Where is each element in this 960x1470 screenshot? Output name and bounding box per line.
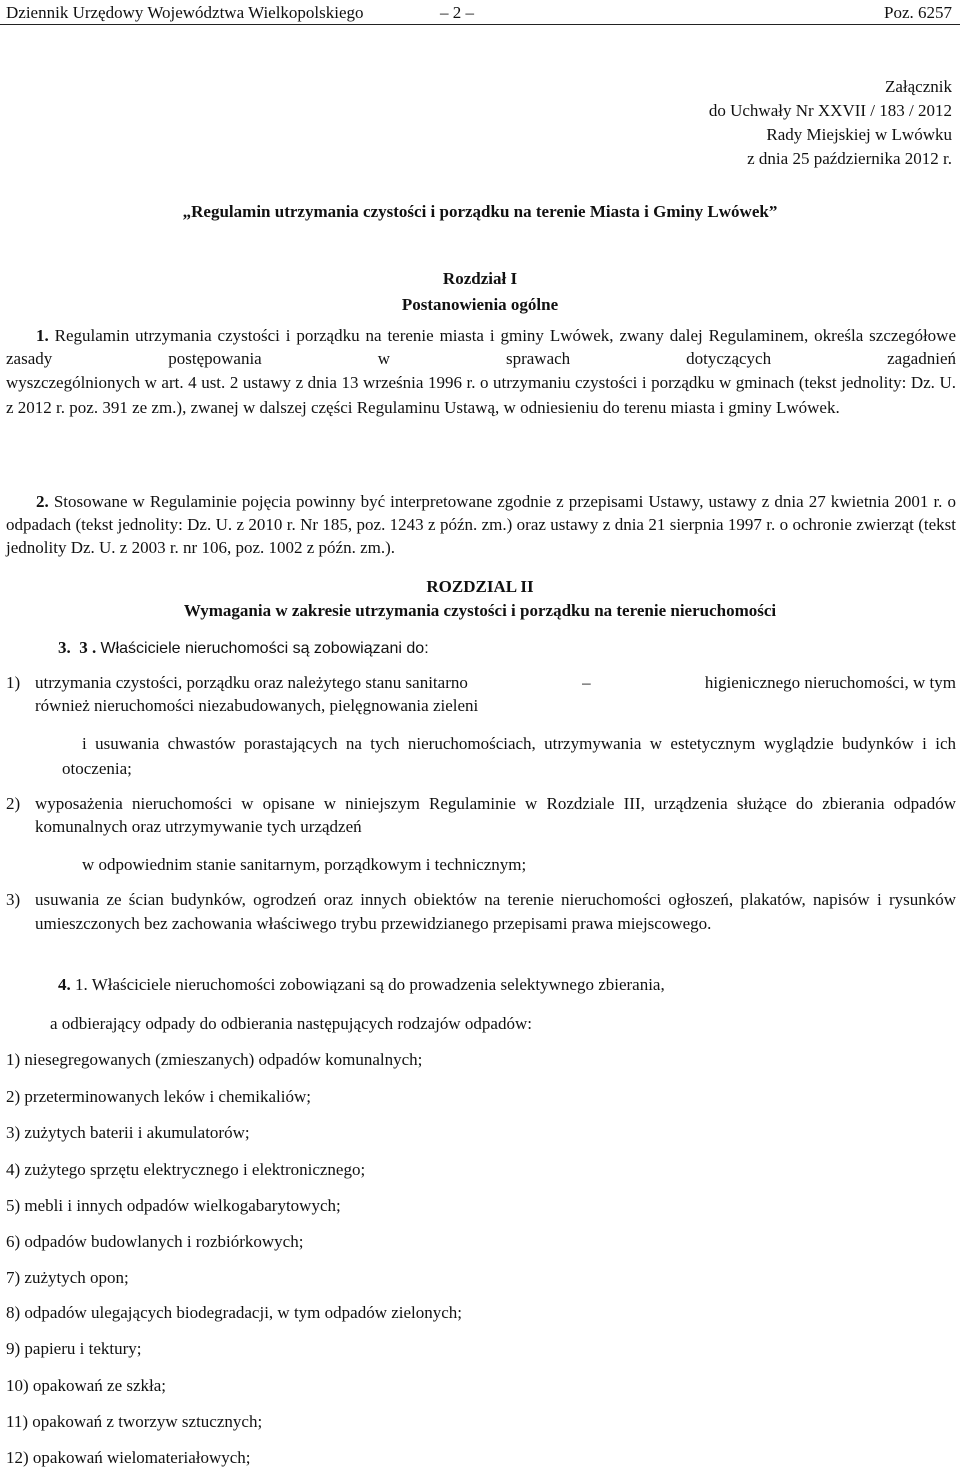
item-number: 1) bbox=[6, 673, 21, 692]
item-number: 2) bbox=[6, 794, 21, 813]
waste-list-item: 10) opakowań ze szkła; bbox=[6, 1376, 167, 1395]
paragraph-3-mark-2: 3 . bbox=[79, 638, 97, 657]
paragraph-4-lead bbox=[58, 973, 665, 996]
chapter1-label: Rozdział I bbox=[442, 269, 518, 288]
annex-date: z dnia 25 października 2012 r. bbox=[747, 149, 952, 168]
waste-list-item: 12) opakowań wielomateriałowych; bbox=[6, 1448, 251, 1467]
paragraph-3-item-2 bbox=[6, 792, 956, 838]
item-3-text: usuwania ze ścian budynków, ogrodzeń oraz innych obiektów na terenie nieruchomości ogłoszeń, plakatów, napisów i rysunków umieszczonych bez zachowania właściwego trybu przewidzianego przepisami prawa miejscowego. bbox=[35, 890, 956, 933]
item-1-text-a: utrzymania czystości, porządku oraz należytego stanu sanitarno bbox=[35, 673, 468, 692]
annex-block bbox=[709, 75, 952, 171]
waste-list-item: 6) odpadów budowlanych i rozbiórkowych; bbox=[6, 1232, 304, 1251]
waste-list-item: 5) mebli i innych odpadów wielkogabarytowych; bbox=[6, 1196, 341, 1215]
waste-list-item: 8) odpadów ulegających biodegradacji, w tym odpadów zielonych; bbox=[6, 1303, 463, 1322]
paragraph-1-mark: 1. bbox=[36, 326, 49, 345]
waste-list-item: 4) zużytego sprzętu elektrycznego i elektronicznego; bbox=[6, 1160, 366, 1179]
position-number: Poz. 6257 bbox=[884, 3, 952, 22]
annex-council: Rady Miejskiej w Lwówku bbox=[766, 125, 952, 144]
paragraph-4-mark: 4. bbox=[58, 975, 71, 994]
paragraph-4-continuation: a odbierający odpady do odbierania następujących rodzajów odpadów: bbox=[50, 1014, 532, 1033]
paragraph-3-item-2-continuation: w odpowiednim stanie sanitarnym, porządkowym i technicznym; bbox=[82, 855, 527, 874]
item-1-first-line bbox=[35, 671, 956, 694]
paragraph-3-item-1 bbox=[6, 671, 956, 717]
waste-list-item: 9) papieru i tektury; bbox=[6, 1339, 142, 1358]
paragraph-1 bbox=[6, 324, 956, 420]
paragraph-1-text-b: wyszczególnionych w art. 4 ust. 2 ustawy z dnia 13 września 1996 r. o utrzymaniu czystości i porządku w gminach (tekst jednolity: Dz. U. z 2012 r. poz. 391 ze zm.), zwanej w dalszej części Regulaminu Ustawą, w odniesieniu do terenu miasta i gminy Lwówek. bbox=[6, 373, 956, 417]
item-1-line-2: również nieruchomości niezabudowanych, pielęgnowania zieleni bbox=[35, 696, 479, 715]
journal-name: Dziennik Urzędowy Województwa Wielkopolskiego bbox=[6, 3, 364, 22]
paragraph-3-intro-line bbox=[58, 636, 429, 660]
paragraph-2-mark: 2. bbox=[36, 492, 49, 511]
paragraph-1-lead bbox=[6, 324, 956, 370]
item-number: 3) bbox=[6, 890, 21, 909]
chapter2-label: ROZDZIAL II bbox=[426, 577, 534, 596]
chapter1-name: Postanowienia ogólne bbox=[401, 295, 559, 314]
waste-list-item: 2) przeterminowanych leków i chemikaliów; bbox=[6, 1087, 311, 1106]
item-2-text: wyposażenia nieruchomości w opisane w niniejszym Regulaminie w Rozdziale III, urządzenia służące do zbierania odpadów komunalnych oraz utrzymywanie tych urządzeń bbox=[35, 794, 956, 836]
paragraph-3-item-1-continuation: i usuwania chwastów porastających na tych nieruchomościach, utrzymywania w estetycznym wyglądzie budynków i ich otoczenia; bbox=[62, 734, 956, 778]
item-1-text-b: higienicznego nieruchomości, w tym bbox=[704, 673, 956, 692]
paragraph-2 bbox=[6, 490, 956, 559]
paragraph-3-intro: Właściciele nieruchomości są zobowiązani do: bbox=[100, 640, 429, 657]
paragraph-3-mark: 3. bbox=[58, 638, 71, 657]
waste-list-item: 7) zużytych opon; bbox=[6, 1268, 129, 1287]
document-title: „Regulamin utrzymania czystości i porządku na terenie Miasta i Gminy Lwówek” bbox=[182, 202, 778, 221]
waste-list-item: 11) opakowań z tworzyw sztucznych; bbox=[6, 1412, 263, 1431]
item-1-dash: – bbox=[582, 673, 591, 692]
waste-list-item: 1) niesegregowanych (zmieszanych) odpadów komunalnych; bbox=[6, 1050, 423, 1069]
paragraph-4-text: 1. Właściciele nieruchomości zobowiązani są do prowadzenia selektywnego zbierania, bbox=[75, 975, 665, 994]
annex-label: Załącznik bbox=[884, 77, 952, 96]
header-divider bbox=[0, 24, 960, 25]
chapter2-name: Wymagania w zakresie utrzymania czystości i porządku na terenie nieruchomości bbox=[183, 601, 777, 620]
paragraph-2-text: Stosowane w Regulaminie pojęcia powinny być interpretowane zgodnie z przepisami Ustawy, ustawy z dnia 27 kwietnia 2001 r. o odpadach (tekst jednolity: Dz. U. z 2010 r. Nr 185, poz. 1243 z późn. zm.) oraz ustawy z dnia 21 sierpnia 1997 r. o ochronie zwierząt (tekst jednolity Dz. U. z 2003 r. nr 106, poz. 1002 z późn. zm.). bbox=[6, 492, 956, 557]
page-header bbox=[0, 0, 960, 23]
page-number: – 2 – bbox=[440, 3, 474, 22]
waste-list-item: 3) zużytych baterii i akumulatorów; bbox=[6, 1123, 250, 1142]
paragraph-3-item-3 bbox=[6, 888, 956, 936]
annex-resolution: do Uchwały Nr XXVII / 183 / 2012 bbox=[708, 101, 952, 120]
paragraph-1-text-a: Regulamin utrzymania czystości i porządku na terenie miasta i gminy Lwówek, zwany dalej Regulaminem, określa szczegółowe zasady postępowania w sprawach dotyczących zagadnień bbox=[6, 326, 956, 368]
